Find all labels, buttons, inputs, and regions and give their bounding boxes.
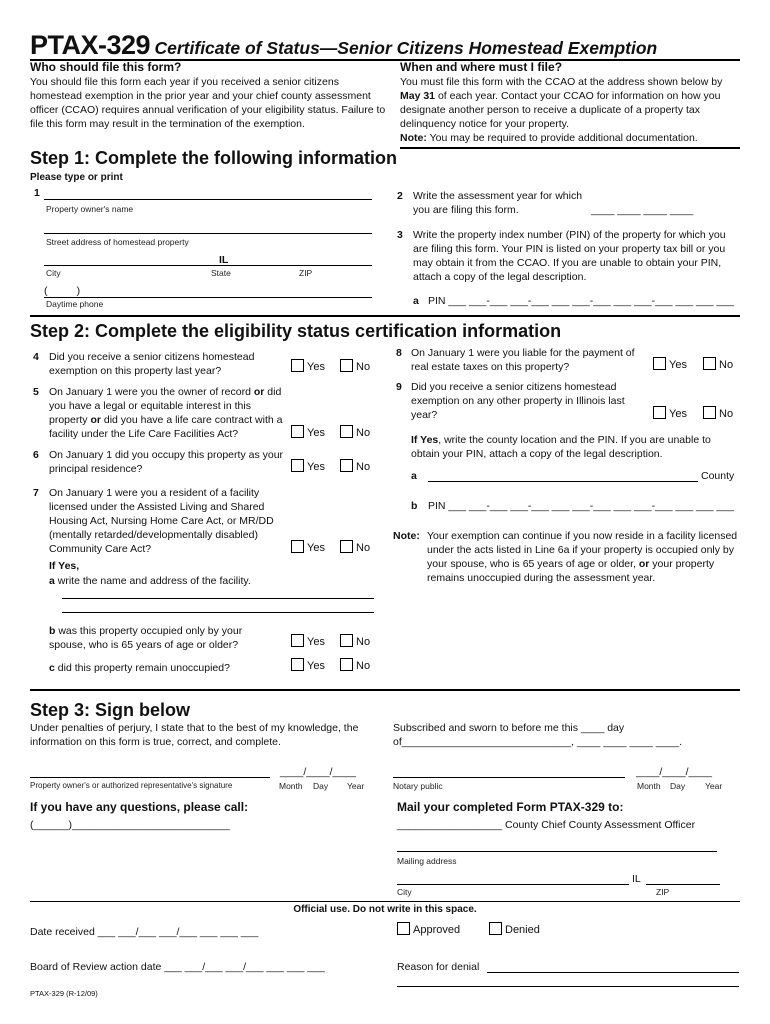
- q4-yes-checkbox[interactable]: Yes: [291, 359, 325, 373]
- mail-county-field[interactable]: __________________ County Chief County Assessment Officer: [397, 819, 696, 831]
- checkbox-icon: [340, 459, 353, 472]
- street-address-label: Street address of homestead property: [46, 237, 189, 247]
- q9-county-label: County: [701, 470, 735, 482]
- daytime-phone-field[interactable]: [44, 297, 372, 298]
- owner-name-field[interactable]: [44, 199, 372, 200]
- form-header: [30, 30, 657, 61]
- checkbox-icon: [291, 658, 304, 671]
- q4-num: 4: [33, 351, 39, 363]
- q4-no-checkbox[interactable]: No: [340, 359, 370, 373]
- board-action-date-field[interactable]: Board of Review action date ___ ___/___ ___/___ ___ ___ ___: [30, 961, 325, 973]
- checkbox-icon: [291, 459, 304, 472]
- q7-b: b was this property occupied only by your spouse, who is 65 years of age or older?: [49, 625, 243, 651]
- city-state-zip-field[interactable]: [44, 265, 372, 266]
- q5-text: On January 1 were you the owner of record or did you have a legal or equitable interest in this property or did you have a life care contract with a facility under the Life Care Facilities Act?: [49, 386, 283, 440]
- mail-city-label: City: [397, 887, 412, 897]
- q7-c: c did this property remain unoccupied?: [49, 662, 230, 674]
- q9-a-letter: a: [411, 470, 417, 482]
- street-address-field[interactable]: [44, 233, 372, 234]
- sworn-text: Subscribed and sworn to before me this ____ day of_____________________________, ____ ____ ____ ____.: [393, 722, 683, 748]
- daytime-phone-label: Daytime phone: [46, 299, 104, 309]
- q7-if-yes: If Yes,: [49, 560, 80, 572]
- notary-field[interactable]: [393, 777, 625, 778]
- checkbox-icon: [653, 406, 666, 419]
- signature-date-field[interactable]: ____/____/____: [280, 766, 356, 778]
- q3-text: Write the property index number (PIN) of the property for which you are filing this form. Your PIN is listed on your property tax bill or you may obtain it from the CCAO. If you are unable to obtain your PIN, attach a copy of the legal description.: [413, 229, 726, 283]
- state-value: IL: [219, 254, 229, 266]
- notary-date-field[interactable]: ____/____/____: [636, 766, 712, 778]
- q9-b-letter: b: [411, 500, 418, 512]
- q9-text: Did you receive a senior citizens homestead exemption on any other property in Illinois last year?: [411, 381, 625, 421]
- signature-label: Property owner's or authorized representative's signature: [30, 781, 233, 790]
- checkbox-icon: [291, 425, 304, 438]
- q3-pin-field[interactable]: PIN ___ ___-___ ___-___ ___ ___-___ ___ ___-___ ___ ___ ___: [428, 295, 734, 307]
- intro-rule: [400, 147, 740, 149]
- reason-denial-label: Reason for denial: [397, 961, 480, 973]
- line-num-3: 3: [397, 229, 403, 241]
- notary-label: Notary public: [393, 781, 443, 791]
- phone-area-code: ( ): [44, 285, 81, 297]
- q4-text: Did you receive a senior citizens homestead exemption on this property last year?: [49, 351, 255, 377]
- q7-text: On January 1 were you a resident of a facility licensed under the Assisted Living and Shared Housing Act, Nursing Home Care Act, or MR/DD (mentally retarded/developmentally disabled) Community Care Act?: [49, 487, 274, 555]
- note-label: Note:: [400, 132, 427, 144]
- zip-label: ZIP: [299, 268, 313, 278]
- mailing-address-label: Mailing address: [397, 856, 457, 866]
- signature-field[interactable]: [30, 777, 270, 778]
- approved-checkbox[interactable]: Approved: [397, 922, 460, 936]
- form-title: Certificate of Status—Senior Citizens Homestead Exemption: [154, 38, 658, 58]
- q9-no-checkbox[interactable]: No: [703, 406, 733, 420]
- form-revision: PTAX-329 (R-12/09): [30, 989, 98, 998]
- checkbox-icon: [340, 658, 353, 671]
- q7b-no-checkbox[interactable]: No: [340, 634, 370, 648]
- q8-text: On January 1 were you liable for the payment of real estate taxes on this property?: [411, 347, 635, 373]
- checkbox-icon: [703, 357, 716, 370]
- q9-if-yes: If Yes, write the county location and the PIN. If you are unable to obtain your PIN, attach a copy of the legal description.: [411, 434, 711, 460]
- step2-rule: [30, 689, 740, 691]
- q5-num: 5: [33, 386, 39, 398]
- facility-name-field[interactable]: [62, 598, 374, 599]
- line-num-1: 1: [34, 187, 40, 199]
- q6-no-checkbox[interactable]: No: [340, 459, 370, 473]
- sig-month-label: Month: [279, 781, 303, 791]
- q5-yes-checkbox[interactable]: Yes: [291, 425, 325, 439]
- notary-year-label: Year: [705, 781, 723, 791]
- step1-heading: Step 1: Complete the following information: [30, 148, 397, 168]
- step2-note-label: Note:: [393, 530, 420, 542]
- date-received-field[interactable]: Date received ___ ___/___ ___/___ ___ ___ ___: [30, 926, 259, 938]
- who-text: You should file this form each year if you received a senior citizens homestead exemption in the prior year and your chief county assessment officer (CCAO) requires annual verification of your eligibility status. Failure to file this form may result in the termination of the exemption.: [30, 76, 386, 130]
- checkbox-icon: [340, 425, 353, 438]
- checkbox-icon: [653, 357, 666, 370]
- checkbox-icon: [703, 406, 716, 419]
- step1-rule: [30, 315, 740, 317]
- q9-num: 9: [396, 381, 402, 393]
- questions-heading: If you have any questions, please call:: [30, 800, 249, 814]
- q9-county-field[interactable]: [428, 481, 698, 482]
- q7-yes-checkbox[interactable]: Yes: [291, 540, 325, 554]
- q7-no-checkbox[interactable]: No: [340, 540, 370, 554]
- mail-zip-label: ZIP: [656, 887, 670, 897]
- checkbox-icon: [291, 359, 304, 372]
- q6-text: On January 1 did you occupy this property as your principal residence?: [49, 449, 284, 475]
- perjury-text: Under penalties of perjury, I state that to the best of my knowledge, the information on this form is true, correct, and complete.: [30, 722, 359, 748]
- owner-name-label: Property owner's name: [46, 204, 134, 214]
- questions-phone-field[interactable]: (______)___________________________: [30, 819, 230, 831]
- checkbox-icon: [340, 634, 353, 647]
- q6-num: 6: [33, 449, 39, 461]
- q9-yes-checkbox[interactable]: Yes: [653, 406, 687, 420]
- q2-year-field[interactable]: ____ ____ ____ ____: [591, 204, 694, 216]
- checkbox-icon: [340, 359, 353, 372]
- notary-day-label: Day: [670, 781, 686, 791]
- q7b-yes-checkbox[interactable]: Yes: [291, 634, 325, 648]
- q8-no-checkbox[interactable]: No: [703, 357, 733, 371]
- q7-a: a write the name and address of the facility.: [49, 575, 251, 587]
- checkbox-icon: [489, 922, 502, 935]
- q5-no-checkbox[interactable]: No: [340, 425, 370, 439]
- checkbox-icon: [291, 634, 304, 647]
- city-label: City: [46, 268, 61, 278]
- official-rule: [30, 901, 740, 902]
- q7-num: 7: [33, 487, 39, 499]
- step3-heading: Step 3: Sign below: [30, 700, 191, 720]
- when-heading: When and where must I file?: [400, 60, 563, 74]
- mailing-address-field[interactable]: [397, 851, 717, 852]
- denied-checkbox[interactable]: Denied: [489, 922, 540, 936]
- notary-month-label: Month: [637, 781, 661, 791]
- reason-denial-field[interactable]: [487, 972, 739, 973]
- reason-denial-field-2[interactable]: [397, 986, 739, 987]
- mail-heading: Mail your completed Form PTAX-329 to:: [397, 800, 624, 814]
- state-label: State: [211, 268, 231, 278]
- checkbox-icon: [291, 540, 304, 553]
- mail-il: IL: [632, 873, 641, 885]
- step2-note-text: Your exemption can continue if you now reside in a facility licensed under the acts listed in Line 6a if your property is occupied only by your spouse, who is 65 years of age or older, or your property remains unoccupied during the assessment year.: [427, 530, 738, 584]
- when-text: You must file this form with the CCAO at the address shown below by May 31 of each year. Contact your CCAO for information on how you designate another person to receive a duplicate of a property tax delinquency notice for your property. Note: You may be required to provide additional documentation.: [400, 76, 723, 144]
- line-num-2: 2: [397, 190, 403, 202]
- who-heading: Who should file this form?: [30, 60, 182, 74]
- sig-day-label: Day: [313, 781, 329, 791]
- sig-year-label: Year: [347, 781, 365, 791]
- q7c-yes-checkbox[interactable]: Yes: [291, 658, 325, 672]
- mail-city-field[interactable]: [397, 884, 629, 885]
- form-code: PTAX-329: [30, 30, 151, 60]
- q6-yes-checkbox[interactable]: Yes: [291, 459, 325, 473]
- step2-heading: Step 2: Complete the eligibility status certification information: [30, 321, 562, 341]
- q7c-no-checkbox[interactable]: No: [340, 658, 370, 672]
- q2-text: Write the assessment year for which you are filing this form.: [413, 190, 583, 216]
- q3-a-letter: a: [413, 295, 419, 307]
- official-heading: Official use. Do not write in this space.: [293, 904, 477, 915]
- q8-yes-checkbox[interactable]: Yes: [653, 357, 687, 371]
- facility-address-field[interactable]: [62, 612, 374, 613]
- q8-num: 8: [396, 347, 402, 359]
- please-type: Please type or print: [30, 172, 123, 183]
- q9-pin-field[interactable]: PIN ___ ___-___ ___-___ ___ ___-___ ___ ___-___ ___ ___ ___: [428, 500, 734, 512]
- checkbox-icon: [397, 922, 410, 935]
- mail-zip-field[interactable]: [646, 884, 720, 885]
- checkbox-icon: [340, 540, 353, 553]
